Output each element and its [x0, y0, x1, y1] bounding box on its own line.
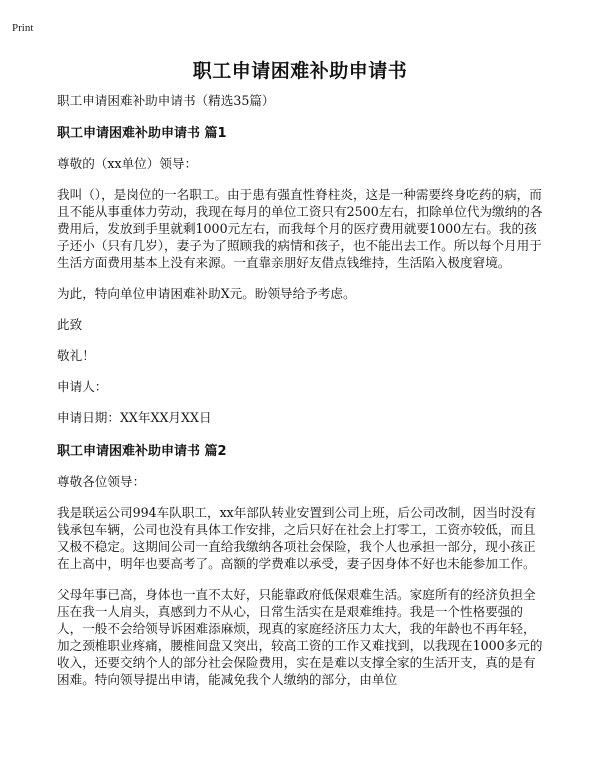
document-title: 职工申请困难补助申请书 — [192, 60, 408, 82]
section-2-body-2: 父母年事已高，身体也一直不太好，只能靠政府低保艰难生活。家庭所有的经济负担全压在我一人肩头，真感到力不从心，日常生活实在是艰难维持。我是一个性格要强的人，一般不会给领导诉困难添麻烦，现真的家庭经济压力太大，我的年龄也不再年轻，加之颈椎职业疼痛，腰椎间盘又突出，较高工资的工作又难找到，以我现在1000多元的收入，还要交纳个人的部分社会保险费用，实在是难以支撑全家的生活开支，真的是有困难。特向领导提出申请，能减免我个人缴纳的部分，由单位 — [57, 587, 543, 687]
document-subtitle: 职工申请困难补助申请书（精选35篇） — [57, 93, 275, 108]
print-link[interactable]: Print — [12, 22, 34, 34]
section-2-body-1: 我是联运公司994车队职工，xx年部队转业安置到公司上班，后公司改制，因当时没有钱承包车辆，公司也没有具体工作安排，之后只好在社会上打零工，工资亦较低，而且又极不稳定。这期间公司一直给我缴纳各项社会保险，我个人也承担一部分，现小孩正在上高中，明年也要高考了。高额的学费难以承受，妻子因身体不好也未能参加工作。 — [57, 505, 537, 571]
section-1-closing-1: 此致 — [57, 317, 83, 332]
section-1-salutation: 尊敬的（xx单位）领导： — [57, 156, 198, 171]
section-1-date: 申请日期：XX年XX月XX日 — [57, 410, 212, 425]
section-1-closing-2: 敬礼！ — [57, 348, 95, 363]
section-1-request: 为此，特向单位申请困难补助X元。盼领导给予考虑。 — [57, 286, 356, 301]
section-1-body: 我叫（），是岗位的一名职工。由于患有强直性脊柱炎，这是一种需要终身吃药的病，而且不能从事重体力劳动，我现在每月的单位工资只有2500左右，扣除单位代为缴纳的各费用后，发放到手里就剩1000元左右，而我每个月的医疗费用就要1000左右。我的孩子还小（只有几岁），妻子为了照顾我的病情和孩子，也不能出去工作。所以每个月用于生活方面费用基本上没有来源。一直靠亲朋好友借点钱维持，生活陷入极度窘境。 — [57, 187, 543, 270]
section-1-heading: 职工申请困难补助申请书 篇1 — [57, 126, 227, 141]
section-1-applicant: 申请人： — [57, 379, 108, 394]
section-2-heading: 职工申请困难补助申请书 篇2 — [57, 444, 227, 459]
document-body — [57, 92, 547, 702]
section-2-salutation: 尊敬各位领导： — [57, 474, 146, 489]
